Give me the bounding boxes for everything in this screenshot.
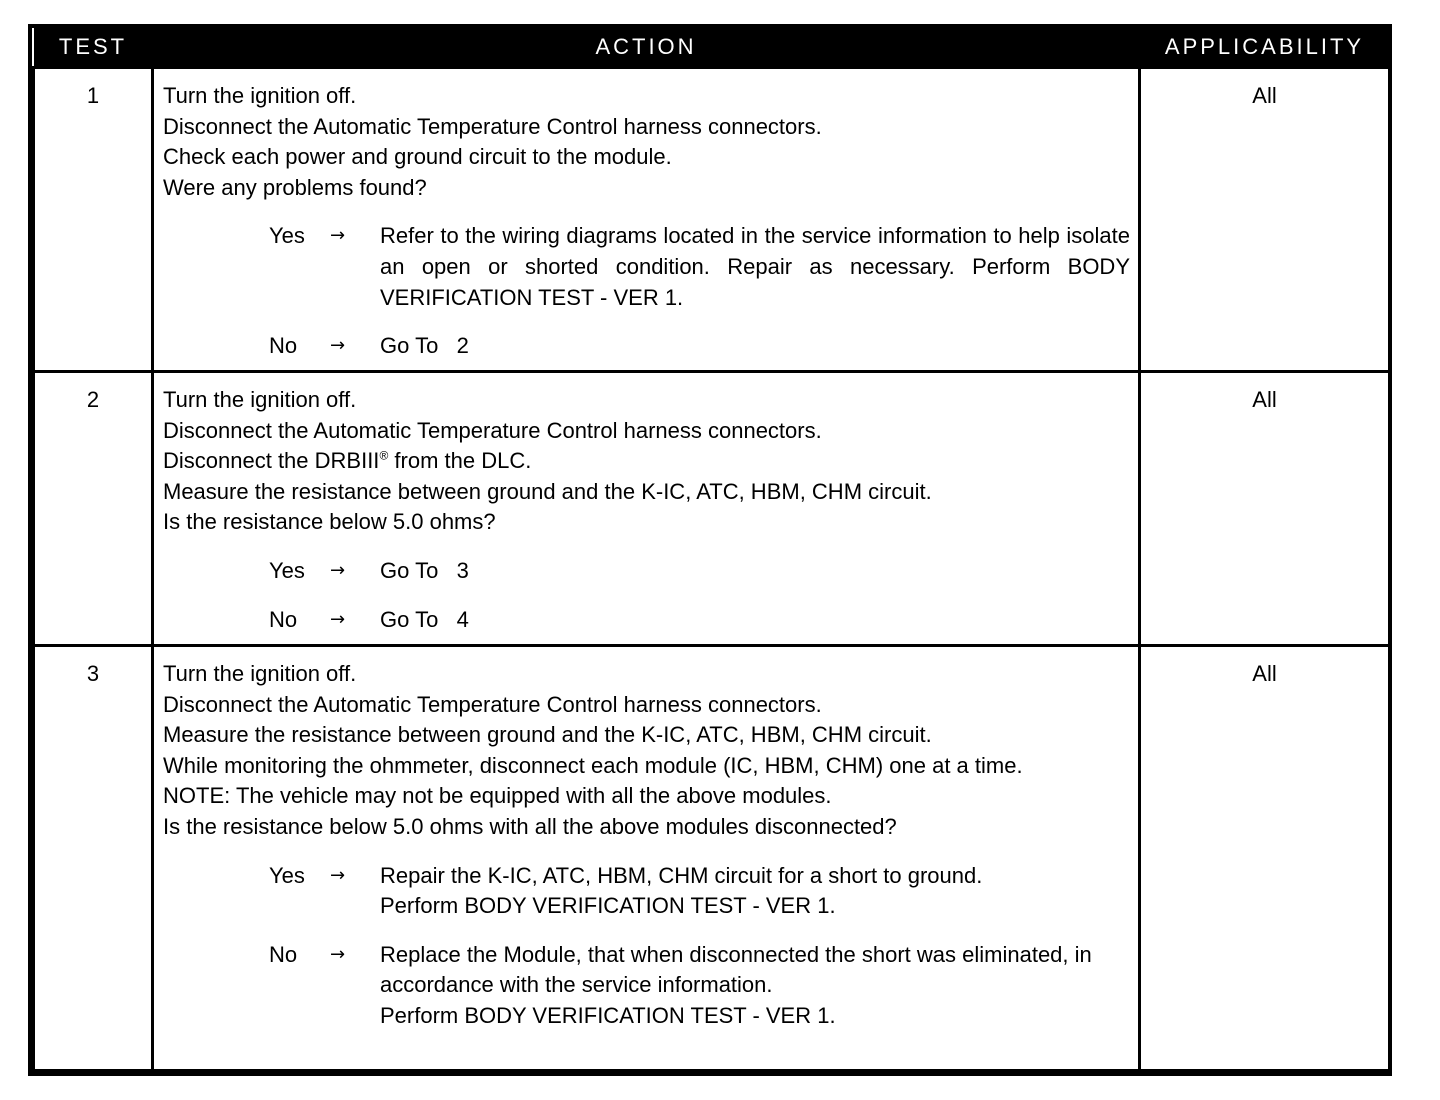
answer-label: Yes [269,223,305,249]
step-line: Turn the ignition off. [163,661,357,686]
result-no [163,940,1130,1032]
right-arrow-icon: → [330,943,346,965]
result-text [380,861,1130,922]
right-arrow-icon: → [330,864,346,886]
step-line: Turn the ignition off. [163,83,357,108]
result-yes [163,556,1130,587]
registered-mark: ® [379,448,389,463]
header-test: TEST [34,28,153,68]
test-row-1 [34,68,1390,372]
result-text: Go To 2 [380,333,469,359]
action-cell [153,68,1140,372]
answer-label: Yes [269,862,305,888]
right-arrow-icon: → [330,335,346,357]
applicability-value: All [1140,646,1390,1071]
step-list [163,659,1130,843]
step-list [163,81,1130,203]
right-arrow-icon: → [330,225,346,247]
step-line: Check each power and ground circuit to the module. [163,144,672,170]
test-row-3 [34,646,1390,1071]
applicability-value: All [1140,372,1390,646]
step-line: Were any problems found? [163,174,427,200]
action-cell [153,372,1140,646]
applicability-value: All [1140,68,1390,372]
step-line: Is the resistance below 5.0 ohms with all the above modules disconnected? [163,813,897,839]
result-text: Refer to the wiring diagrams located in the service information to help isolate an open or shorted condition. Repair as necessary. Perform BODY VERIFICATION TEST - VER 1. [380,223,1130,310]
test-number: 3 [34,646,153,1071]
result-text: Go To 4 [380,606,469,632]
step-list [163,385,1130,538]
result-line: Replace the Module, that when disconnected the short was eliminated, in accordance with the service information. [380,941,1092,998]
step-line [163,446,1130,477]
answer-label: No [269,606,298,632]
header-row [34,28,1390,68]
step-line: Turn the ignition off. [163,387,357,412]
answer-label: Yes [269,557,305,583]
diagnostic-table-frame [28,24,1392,1076]
step-line: NOTE: The vehicle may not be equipped with all the above modules. [163,783,832,809]
right-arrow-icon: → [330,559,346,581]
diagnostic-test-table [32,28,1391,1072]
action-cell [153,646,1140,1071]
header-applicability: APPLICABILITY [1140,28,1390,68]
test-number: 2 [34,372,153,646]
step-line: While monitoring the ohmmeter, disconnect each module (IC, HBM, CHM) one at a time. [163,752,1023,778]
answer-label: No [269,941,298,967]
step-line: Disconnect the Automatic Temperature Control harness connectors. [163,417,822,443]
result-yes [163,861,1130,922]
test-row-2 [34,372,1390,646]
step-text: Disconnect the DRBIII [163,448,380,474]
test-number: 1 [34,68,153,372]
result-text: Go To 3 [380,557,469,583]
result-text [380,940,1130,1032]
answer-label: No [269,333,298,359]
result-line: Repair the K-IC, ATC, HBM, CHM circuit for a short to ground. [380,862,983,888]
step-line: Disconnect the Automatic Temperature Control harness connectors. [163,691,822,717]
result-line: Perform BODY VERIFICATION TEST - VER 1. [380,893,836,919]
step-text-suffix: from the DLC. [388,448,532,474]
result-line: Perform BODY VERIFICATION TEST - VER 1. [380,1002,836,1028]
result-no [163,605,1130,636]
header-action: ACTION [153,28,1140,68]
result-yes [163,221,1130,313]
step-line: Disconnect the Automatic Temperature Control harness connectors. [163,113,822,139]
step-line: Measure the resistance between ground and the K-IC, ATC, HBM, CHM circuit. [163,478,932,504]
result-no [163,331,1130,362]
right-arrow-icon: → [330,608,346,630]
step-line: Is the resistance below 5.0 ohms? [163,509,496,535]
step-line: Measure the resistance between ground and the K-IC, ATC, HBM, CHM circuit. [163,722,932,748]
